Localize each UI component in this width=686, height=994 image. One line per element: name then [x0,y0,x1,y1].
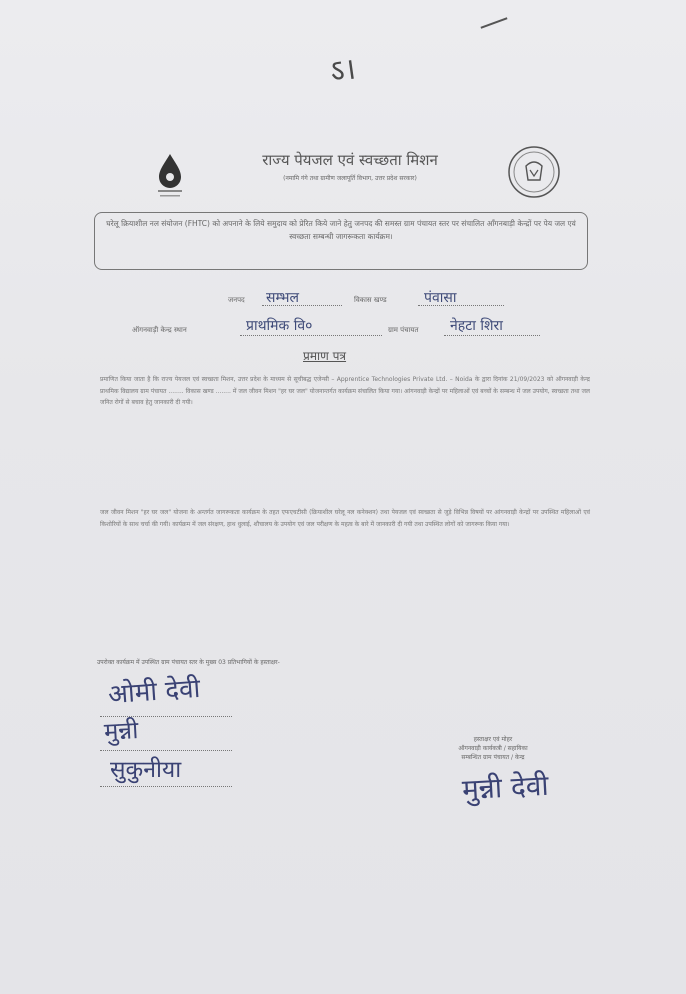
district-line [262,305,342,306]
signatory-line-1: हस्ताक्षर एवं मोहर [473,736,513,743]
certificate-paragraph-2: जल जीवन मिशन "हर घर जल" योजना के अन्तर्गत जागरूकता कार्यक्रम के तहत एफएचटीसी (क्रियाशील घरेलू नल कनेक्शन) तथा पेयजल एवं स्वच्छता से जुड़े विभिन्न विषयों पर आंगनवाड़ी केन्द्रों पर उपस्थित महिलाओं एवं किशोरियों के साथ चर्चा की गयी। कार्यक्रम में जल संरक्षण, हाथ धुलाई, शौचालय के उपयोग एवं जल परीक्षण के महत्व के बारे में जानकारी दी गयी तथा उपस्थित लोगों को जागरूक किया गया। [100,509,590,528]
signatory-line-2: ऑगनवाड़ी कार्यकत्री / सहायिका [458,745,528,752]
signatory-signature: मुन्नी देवी [461,768,550,807]
signature-line-3 [100,786,232,787]
participant-signature-1: ओमी देवी [107,673,202,711]
block-label: विकास खण्ड [354,296,387,304]
district-label: जनपद [228,296,245,304]
panchayat-line [444,335,540,336]
certificate-title: प्रमाण पत्र [303,349,347,363]
block-value: पंवासा [424,290,457,306]
signature-line-2 [100,750,232,751]
centre-line [240,335,382,336]
certificate-paragraph-1: प्रमाणित किया जाता है कि राज्य पेयजल एवं स्वच्छता मिशन, उत्तर प्रदेश के माध्यम से सूचीबद्ध एजेन्सी – Apprentice Technologies Private Ltd. – Noida के द्वारा दिनांक 21/09/2023 को ऑगनवाड़ी केन्द्र प्राथमिक विद्यालय ग्राम पंचायत ........ विकास खण्ड ........ में जल जीवन मिशन "हर घर जल" योजनान्तर्गत कार्यक्रम संचालित किया गया। आंगनवाड़ी केन्द्रों पर महिलाओं एवं बच्चों के सम्बन्ध में जल उपयोग, स्वच्छता तथा जल जनित रोगों से बचाव हेतु जानकारी दी गयी। [100,376,590,406]
participant-signature-3: सुकुनीया [110,757,182,783]
participant-signature-2: मुन्नी [103,716,139,746]
block-line [418,305,504,306]
panchayat-value: नेहटा शिरा [450,318,503,334]
state-emblem-icon [506,144,562,200]
attendance-note: उपरोक्त कार्यक्रम में उपस्थित ग्राम पंचायत स्तर के मुख्य 03 प्रतिभागियों के हस्ताक्षर- [97,659,280,666]
centre-label: ऑगनवाड़ी केन्द्र स्थान [132,326,187,334]
pen-dash-mark [481,17,508,28]
intro-box: घरेलू क्रियाशील नल संयोजन (FHTC) को अपनाने के लिये समुदाय को प्रेरित किये जाने हेतु जनपद की समस्त ग्राम पंचायत स्तर पर संचालित आँगनबाड़ी केन्द्रों पर पेय जल एवं स्वच्छता सम्बन्धी जागरूकता कार्यक्रम। [94,212,588,270]
page-subtitle: (नमामि गंगे तथा ग्रामीण जलापूर्ति विभाग, उत्तर प्रदेश सरकार) [283,175,417,182]
water-drop-logo-icon [150,150,190,200]
handwritten-page-mark: ऽ। [327,51,358,90]
page-title: राज्य पेयजल एवं स्वच्छता मिशन [262,151,438,169]
panchayat-label: ग्राम पंचायत [388,326,419,334]
signatory-line-3: सम्बन्धित ग्राम पंचायत / केन्द्र [461,754,525,761]
district-value: सम्भल [266,290,299,306]
centre-value: प्राथमिक वि० [246,318,313,334]
signatory-block [418,735,568,762]
